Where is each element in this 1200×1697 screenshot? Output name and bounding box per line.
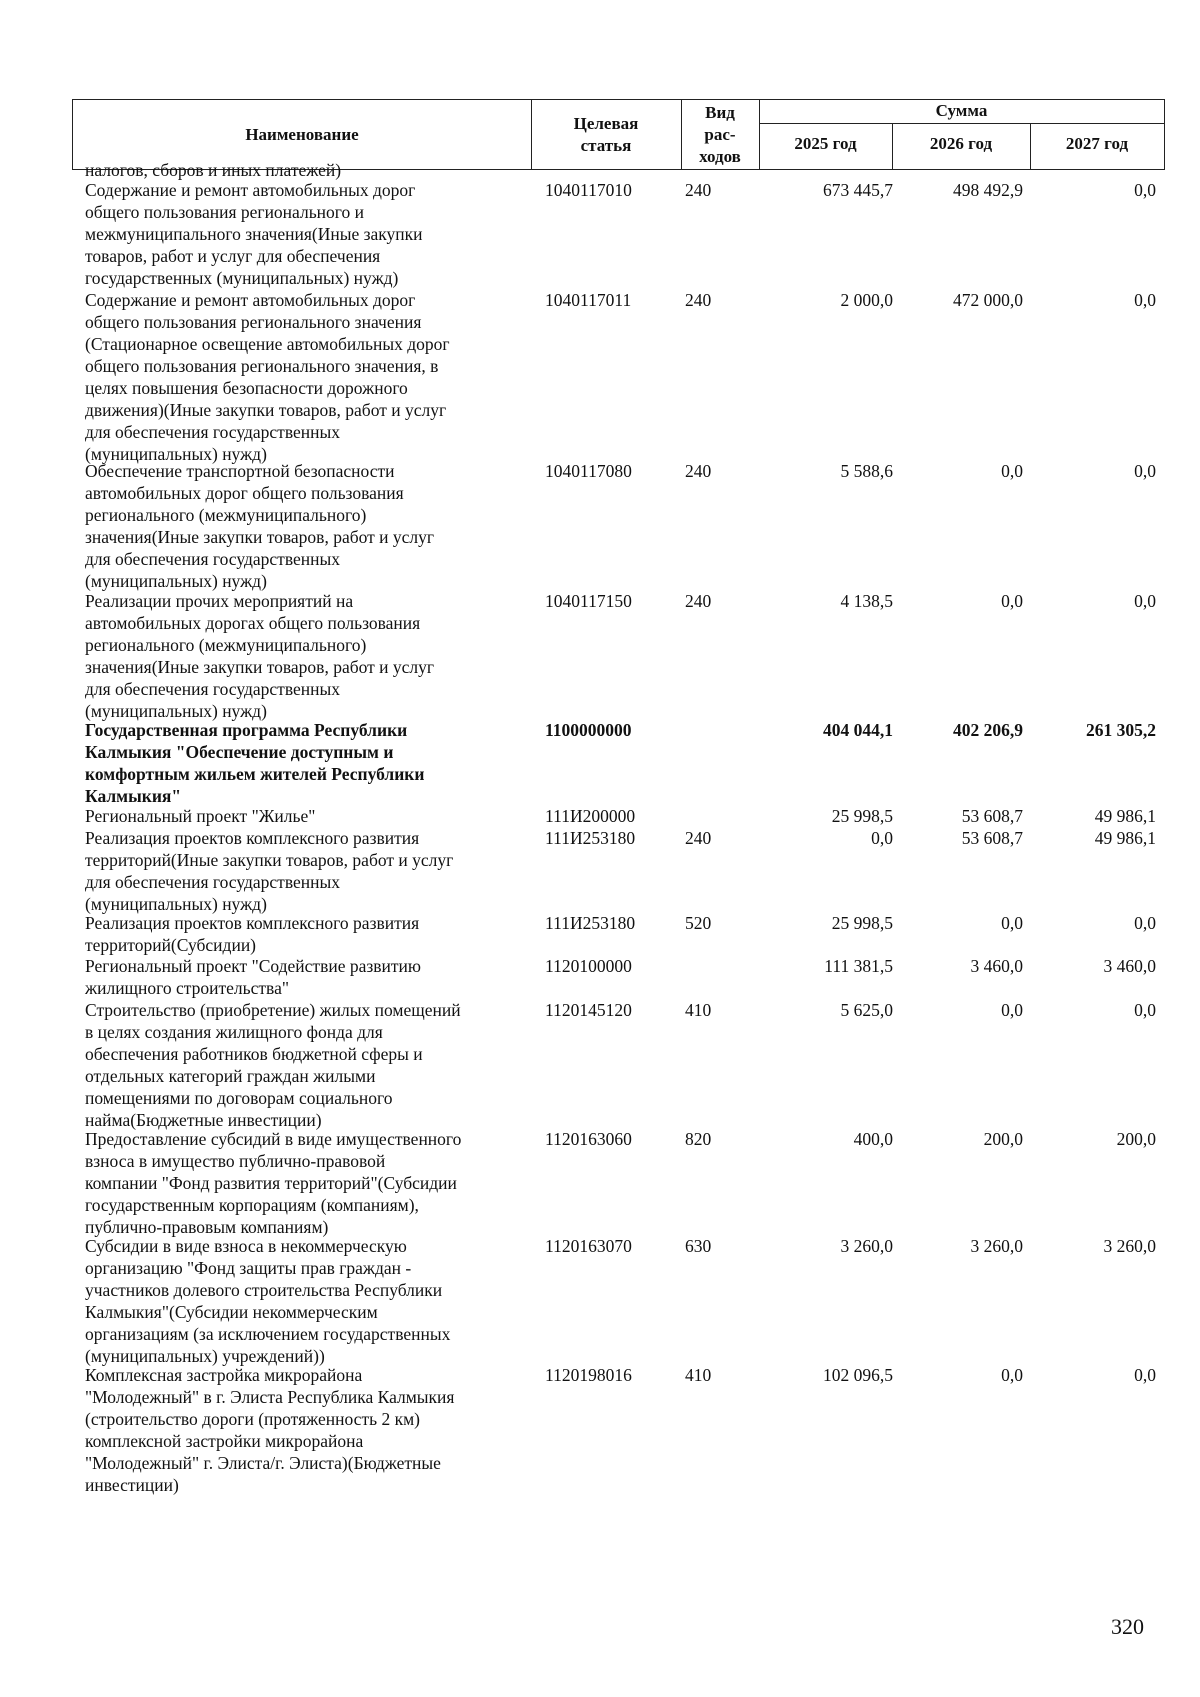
row-vid: 240: [685, 180, 712, 200]
row-name: [85, 1364, 545, 1496]
row-amount-2026: 53 608,7: [961, 806, 1023, 826]
row-name-line: для обеспечения государственных: [85, 422, 340, 442]
row-target: 1120163060: [545, 1129, 632, 1149]
row-amount-2026: 53 608,7: [961, 828, 1023, 848]
row-amount-2026: 0,0: [1001, 591, 1023, 611]
row-amount-2025: 3 260,0: [840, 1236, 893, 1256]
row-amount-2027: 0,0: [1134, 461, 1156, 481]
row-name-line: целях повышения безопасности дорожного: [85, 378, 408, 398]
header-sum: Сумма: [935, 101, 988, 120]
row-name: [85, 999, 545, 1131]
row-name: [85, 827, 545, 915]
row-vid: 240: [685, 591, 712, 611]
row-name: [85, 159, 545, 181]
row-name-line: Строительство (приобретение) жилых помещений: [85, 1000, 461, 1020]
row-amount-2025: 102 096,5: [823, 1365, 893, 1385]
row-name-line: "Молодежный" г. Элиста/г. Элиста)(Бюджетные: [85, 1453, 441, 1473]
row-name: [85, 460, 545, 592]
row-vid: 820: [685, 1129, 712, 1149]
row-name-line: Государственная программа Республики: [85, 720, 408, 740]
row-amount-2026: 0,0: [1001, 461, 1023, 481]
row-target: 1040117010: [545, 180, 632, 200]
row-name: [85, 590, 545, 722]
header-vid: [681, 102, 759, 168]
row-name-line: инвестиции): [85, 1475, 179, 1495]
row-target: 1100000000: [545, 720, 632, 740]
row-amount-2026: 200,0: [983, 1129, 1023, 1149]
row-name-line: значения(Иные закупки товаров, работ и услуг: [85, 527, 435, 547]
row-amount-2025: 0,0: [871, 828, 893, 848]
row-name-line: найма(Бюджетные инвестиции): [85, 1110, 322, 1130]
row-name-line: автомобильных дорогах общего пользования: [85, 613, 421, 633]
row-amount-2026: 0,0: [1001, 1365, 1023, 1385]
row-amount-2026: 498 492,9: [953, 180, 1023, 200]
row-name-line: автомобильных дорог общего пользования: [85, 483, 404, 503]
header-target-line: статья: [580, 136, 632, 155]
header-year-2026: 2026 год: [929, 134, 993, 153]
row-vid: 630: [685, 1236, 712, 1256]
row-amount-2027: 200,0: [1116, 1129, 1156, 1149]
row-amount-2026: 402 206,9: [953, 720, 1023, 740]
row-name-line: для обеспечения государственных: [85, 679, 340, 699]
row-name-line: (строительство дороги (протяженность 2 км): [85, 1409, 420, 1429]
row-amount-2027: 0,0: [1134, 1000, 1156, 1020]
row-name-line: государственных (муниципальных) нужд): [85, 268, 399, 288]
row-amount-2026: 0,0: [1001, 913, 1023, 933]
row-name-line: Обеспечение транспортной безопасности: [85, 461, 395, 481]
row-target: 1120163070: [545, 1236, 632, 1256]
row-amount-2027: 0,0: [1134, 290, 1156, 310]
row-name-line: Содержание и ремонт автомобильных дорог: [85, 180, 416, 200]
row-amount-2025: 2 000,0: [840, 290, 893, 310]
row-name: [85, 912, 545, 956]
row-name-line: комфортным жильем жителей Республики: [85, 764, 425, 784]
row-amount-2027: 3 460,0: [1103, 956, 1156, 976]
row-vid: 240: [685, 461, 712, 481]
row-name-line: (муниципальных) учреждений)): [85, 1346, 325, 1366]
header-name: Наименование: [245, 125, 359, 144]
row-name-line: Реализация проектов комплексного развития: [85, 913, 420, 933]
row-amount-2027: 0,0: [1134, 591, 1156, 611]
row-name-line: для обеспечения государственных: [85, 872, 340, 892]
row-name-line: налогов, сборов и иных платежей): [85, 160, 342, 180]
row-name-line: Реализации прочих мероприятий на: [85, 591, 354, 611]
row-amount-2027: 49 986,1: [1094, 828, 1156, 848]
row-name-line: в целях создания жилищного фонда для: [85, 1022, 383, 1042]
header-vid-line: рас-: [704, 125, 736, 144]
row-amount-2025: 4 138,5: [840, 591, 893, 611]
row-name-line: (муниципальных) нужд): [85, 571, 267, 591]
row-name-line: Калмыкия "Обеспечение доступным и: [85, 742, 394, 762]
row-amount-2027: 0,0: [1134, 180, 1156, 200]
header-vid-line: ходов: [699, 147, 741, 166]
row-name-line: Региональный проект "Жилье": [85, 806, 316, 826]
row-target: 111И253180: [545, 828, 636, 848]
row-name: [85, 1235, 545, 1367]
row-name-line: (муниципальных) нужд): [85, 444, 267, 464]
row-name-line: Комплексная застройка микрорайона: [85, 1365, 363, 1385]
row-amount-2025: 5 588,6: [840, 461, 893, 481]
row-vid: 410: [685, 1365, 712, 1385]
header-vid-line: Вид: [705, 103, 735, 122]
row-name-line: "Молодежный" в г. Элиста Республика Калмыкия: [85, 1387, 455, 1407]
header-target: [531, 113, 681, 157]
row-name-line: жилищного строительства": [85, 978, 289, 998]
row-name-line: организацию "Фонд защиты прав граждан -: [85, 1258, 412, 1278]
header-year-2027: 2027 год: [1065, 134, 1129, 153]
row-vid: 240: [685, 828, 712, 848]
header-target-line: Целевая: [573, 114, 639, 133]
row-amount-2025: 673 445,7: [823, 180, 893, 200]
row-target: 1120198016: [545, 1365, 632, 1385]
row-name-line: комплексной застройки микрорайона: [85, 1431, 364, 1451]
row-vid: 240: [685, 290, 712, 310]
row-amount-2027: 3 260,0: [1103, 1236, 1156, 1256]
row-name-line: помещениями по договорам социального: [85, 1088, 393, 1108]
row-name-line: Предоставление субсидий в виде имущественного: [85, 1129, 462, 1149]
row-amount-2027: 0,0: [1134, 1365, 1156, 1385]
row-name-line: Калмыкия"(Субсидии некоммерческим: [85, 1302, 378, 1322]
row-name: [85, 719, 545, 807]
row-amount-2025: 25 998,5: [831, 806, 893, 826]
row-amount-2027: 49 986,1: [1094, 806, 1156, 826]
row-target: 111И253180: [545, 913, 636, 933]
row-name-line: общего пользования регионального значения, в: [85, 356, 439, 376]
row-name-line: (муниципальных) нужд): [85, 894, 267, 914]
row-name-line: отдельных категорий граждан жилыми: [85, 1066, 376, 1086]
row-amount-2026: 472 000,0: [953, 290, 1023, 310]
row-name-line: территорий(Субсидии): [85, 935, 257, 955]
row-name: [85, 805, 545, 827]
row-name-line: (Стационарное освещение автомобильных дорог: [85, 334, 450, 354]
row-name-line: регионального (межмуниципального): [85, 635, 367, 655]
row-name: [85, 1128, 545, 1238]
row-name-line: движения)(Иные закупки товаров, работ и услуг: [85, 400, 447, 420]
row-name-line: товаров, работ и услуг для обеспечения: [85, 246, 381, 266]
row-name-line: Реализация проектов комплексного развития: [85, 828, 420, 848]
row-name-line: обеспечения работников бюджетной сферы и: [85, 1044, 423, 1064]
row-target: 1040117080: [545, 461, 632, 481]
row-target: 1040117011: [545, 290, 632, 310]
row-target: 1120100000: [545, 956, 632, 976]
row-name-line: общего пользования регионального значения: [85, 312, 422, 332]
row-name-line: участников долевого строительства Республики: [85, 1280, 443, 1300]
row-name-line: организациям (за исключением государственных: [85, 1324, 451, 1344]
row-amount-2025: 5 625,0: [840, 1000, 893, 1020]
row-name-line: Региональный проект "Содействие развитию: [85, 956, 421, 976]
row-amount-2026: 3 460,0: [970, 956, 1023, 976]
row-name: [85, 179, 545, 289]
page-number: 320: [1111, 1614, 1144, 1639]
row-amount-2025: 25 998,5: [831, 913, 893, 933]
row-name-line: Содержание и ремонт автомобильных дорог: [85, 290, 416, 310]
row-name: [85, 289, 545, 465]
row-name-line: для обеспечения государственных: [85, 549, 340, 569]
row-name: [85, 955, 545, 999]
row-name-line: Калмыкия": [85, 786, 182, 806]
row-name-line: компании "Фонд развития территорий"(Субсидии: [85, 1173, 457, 1193]
row-vid: 410: [685, 1000, 712, 1020]
row-name-line: общего пользования регионального и: [85, 202, 365, 222]
row-target: 111И200000: [545, 806, 636, 826]
row-name-line: значения(Иные закупки товаров, работ и услуг: [85, 657, 435, 677]
row-target: 1040117150: [545, 591, 632, 611]
row-vid: 520: [685, 913, 712, 933]
row-name-line: (муниципальных) нужд): [85, 701, 267, 721]
row-name-line: взноса в имущество публично-правовой: [85, 1151, 386, 1171]
row-name-line: Субсидии в виде взноса в некоммерческую: [85, 1236, 407, 1256]
row-target: 1120145120: [545, 1000, 632, 1020]
row-amount-2027: 0,0: [1134, 913, 1156, 933]
row-name-line: государственным корпорациям (компаниям),: [85, 1195, 419, 1215]
header-divider: [759, 123, 1164, 124]
row-name-line: территорий(Иные закупки товаров, работ и услуг: [85, 850, 454, 870]
row-amount-2026: 0,0: [1001, 1000, 1023, 1020]
row-amount-2027: 261 305,2: [1086, 720, 1156, 740]
row-name-line: межмуниципального значения(Иные закупки: [85, 224, 423, 244]
row-amount-2025: 400,0: [853, 1129, 893, 1149]
row-amount-2026: 3 260,0: [970, 1236, 1023, 1256]
header-year-2025: 2025 год: [794, 134, 857, 153]
row-amount-2025: 111 381,5: [824, 956, 893, 976]
row-name-line: регионального (межмуниципального): [85, 505, 367, 525]
row-amount-2025: 404 044,1: [823, 720, 893, 740]
row-name-line: публично-правовым компаниям): [85, 1217, 329, 1237]
